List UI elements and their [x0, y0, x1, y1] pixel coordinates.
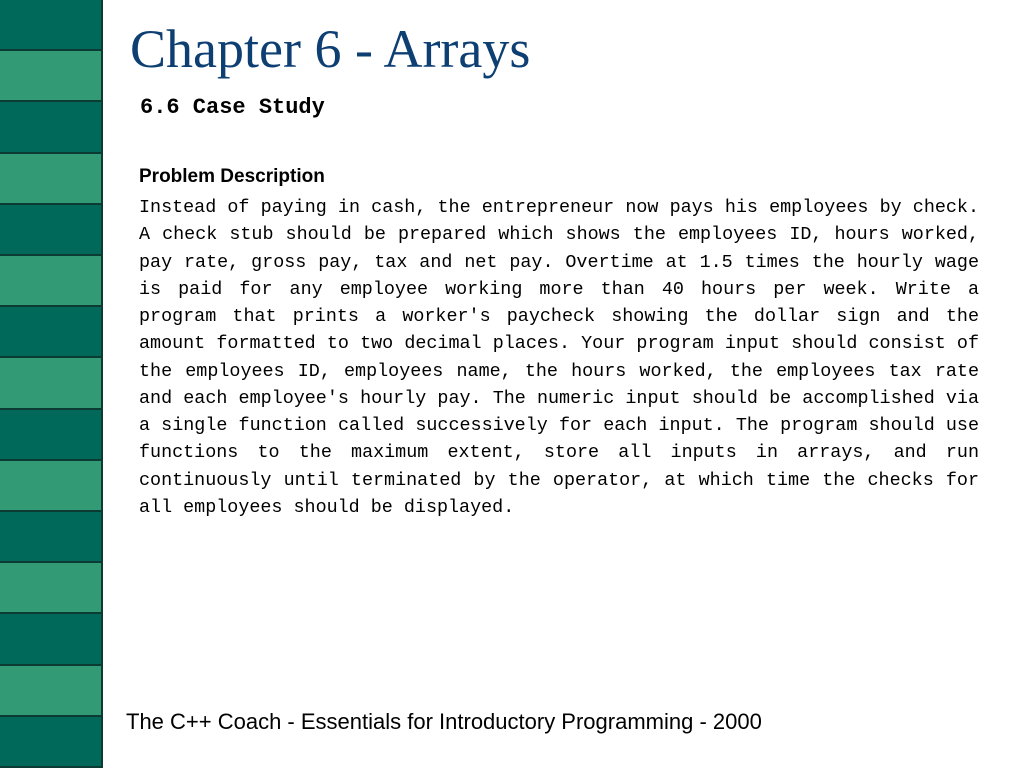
sidebar-block — [0, 154, 103, 205]
slide-title: Chapter 6 - Arrays — [130, 19, 531, 79]
sidebar-block — [0, 51, 103, 102]
section-heading: Problem Description — [139, 166, 325, 187]
sidebar-block — [0, 614, 103, 665]
decorative-sidebar — [0, 0, 103, 768]
sidebar-block — [0, 410, 103, 461]
slide-footer: The C++ Coach - Essentials for Introductory Programming - 2000 — [126, 709, 762, 734]
sidebar-block — [0, 717, 103, 768]
sidebar-block — [0, 512, 103, 563]
sidebar-block — [0, 666, 103, 717]
sidebar-block — [0, 102, 103, 153]
sidebar-block — [0, 205, 103, 256]
sidebar-block — [0, 256, 103, 307]
sidebar-block — [0, 358, 103, 409]
problem-description-text: Instead of paying in cash, the entrepreneur now pays his employees by check. A check stub should be prepared which shows the employees ID, hours worked, pay rate, gross pay, tax and net pay. Overtime at 1.5 times the hourly wage is paid for any employee working more than 40 hours per week. Write a program that prints a worker's paycheck showing the dollar sign and the amount formatted to two decimal places. Your program input should consist of the employees ID, employees name, the hours worked, the employees tax rate and each employee's hourly pay. The numeric input should be accomplished via a single function called successively for each input. The program should use functions to the maximum extent, store all inputs in arrays, and run continuously until terminated by the operator, at which time the checks for all employees should be displayed. — [139, 197, 979, 518]
sidebar-block — [0, 563, 103, 614]
sidebar-block — [0, 0, 103, 51]
sidebar-block — [0, 307, 103, 358]
sidebar-block — [0, 461, 103, 512]
slide-subtitle: 6.6 Case Study — [140, 95, 325, 120]
